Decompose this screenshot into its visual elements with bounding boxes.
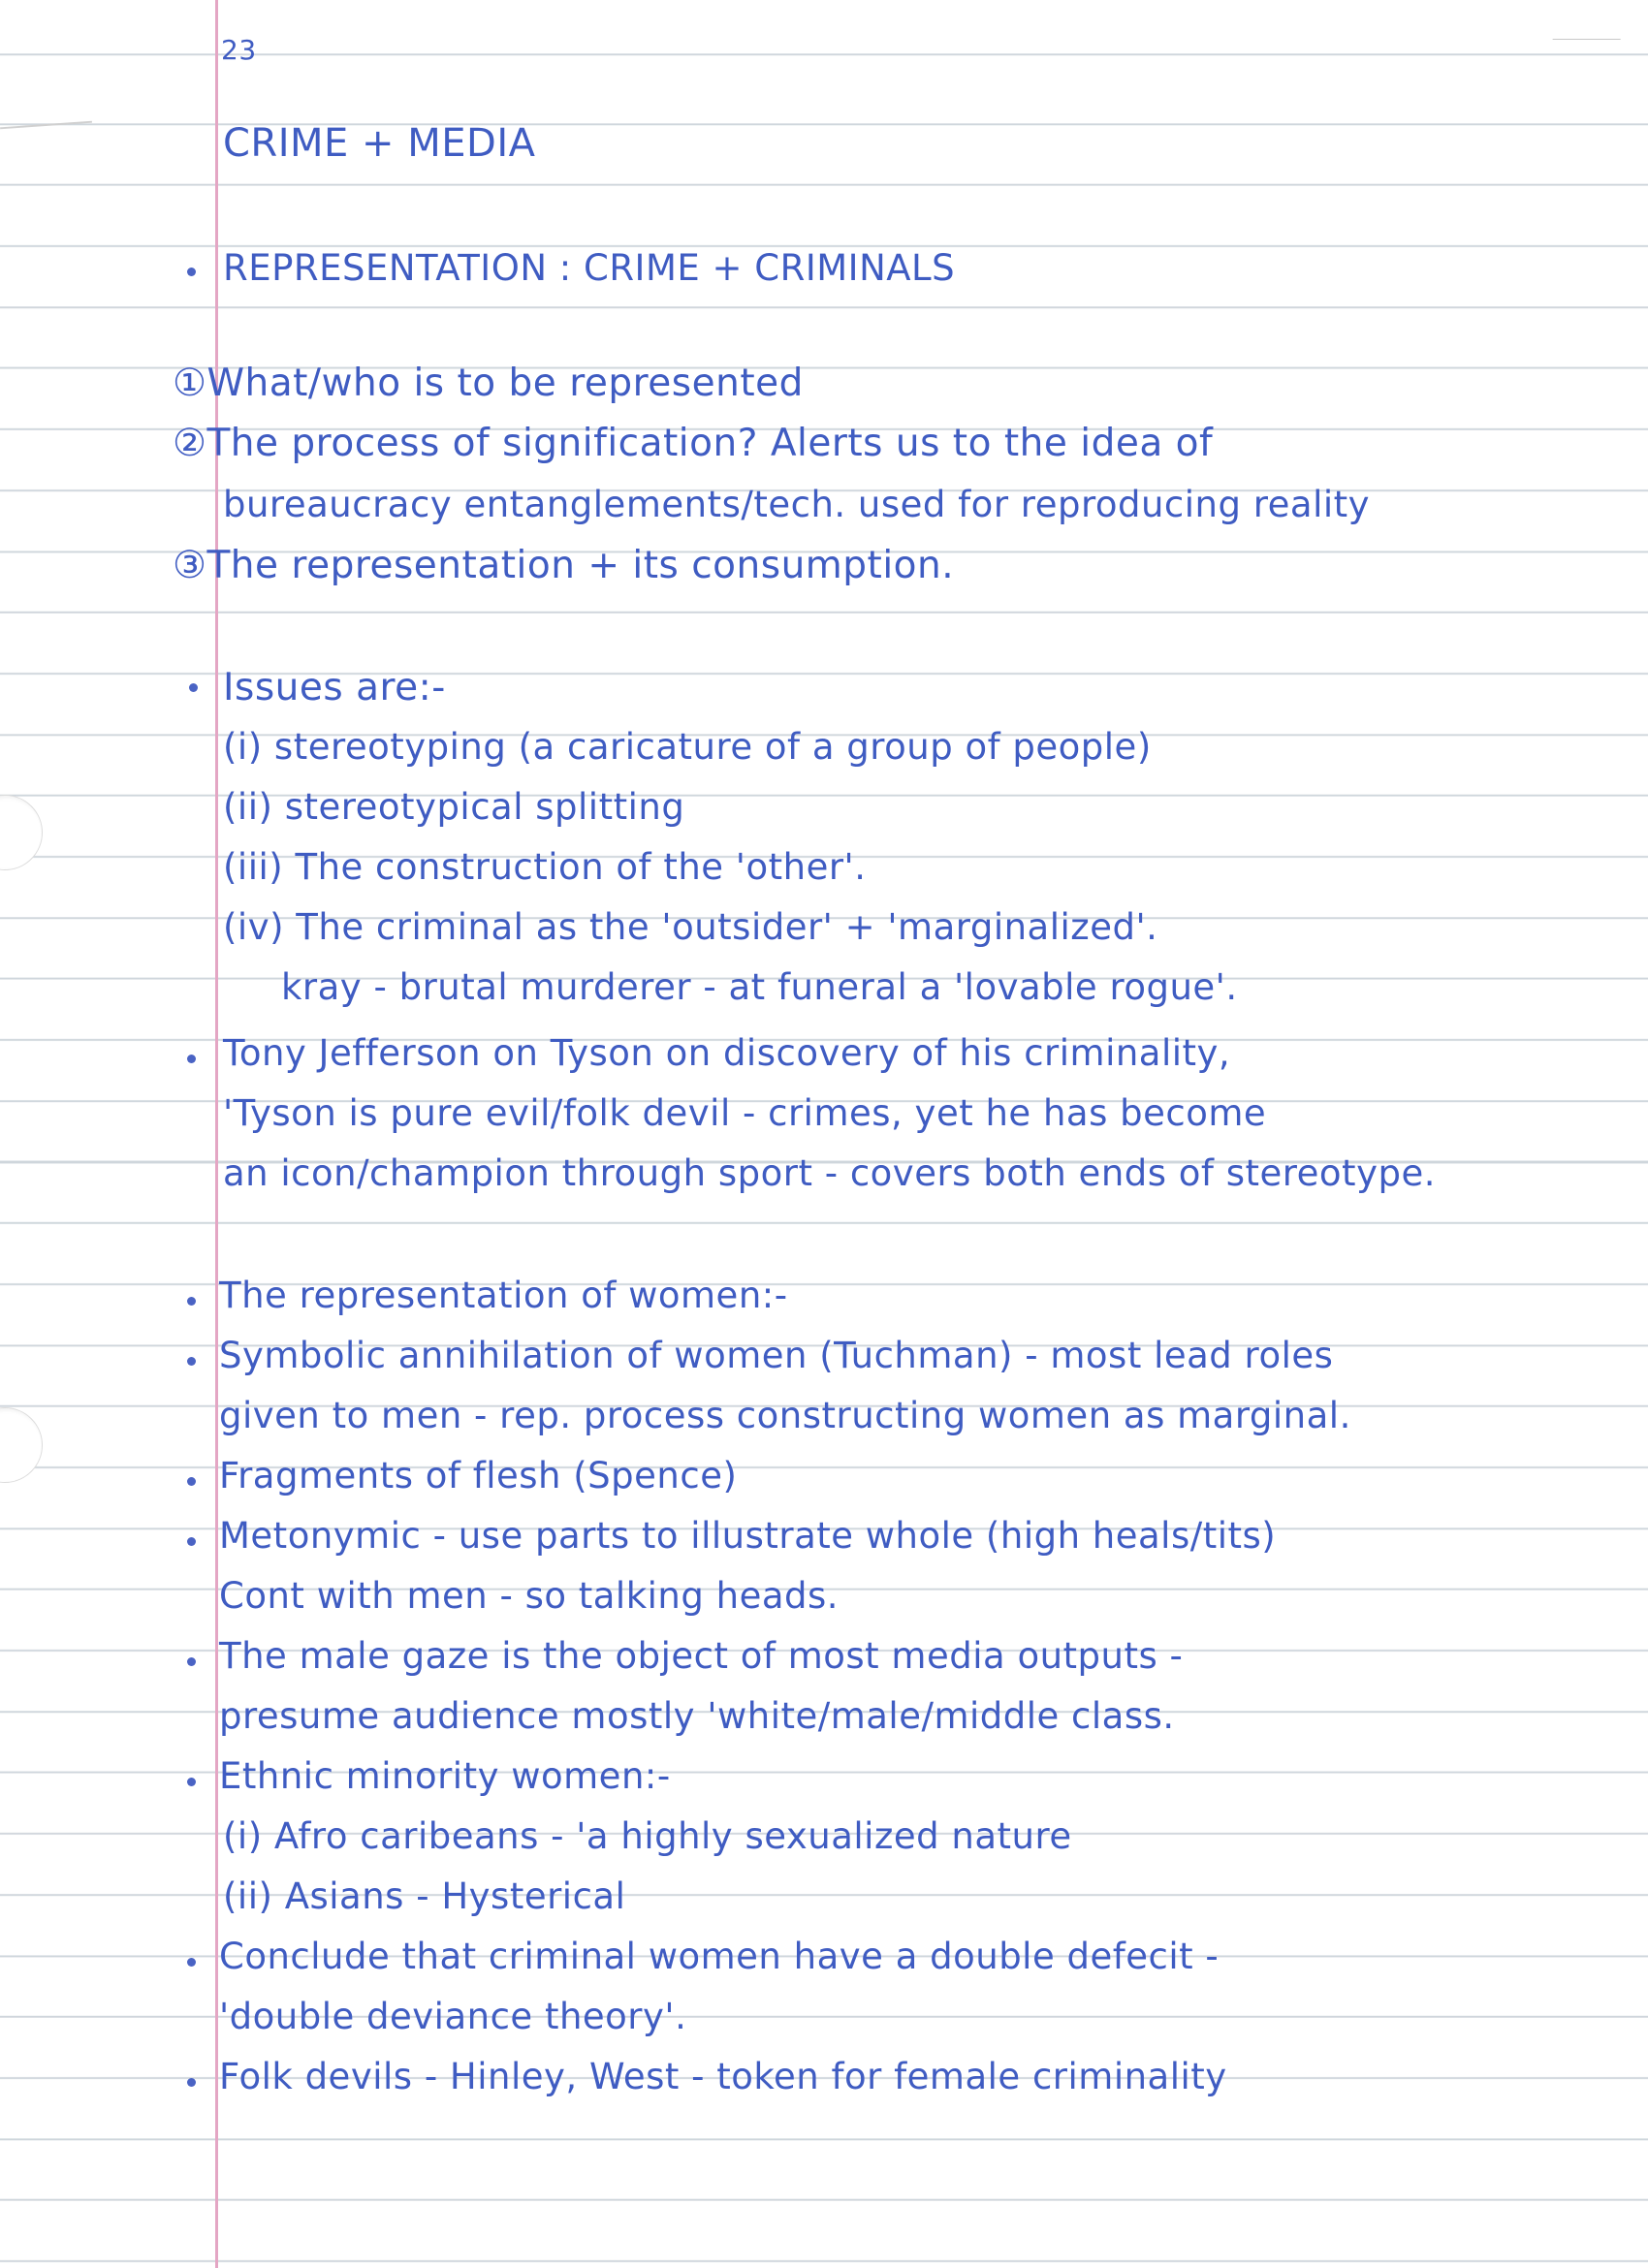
bullet-dot <box>187 268 196 276</box>
bullet-dot <box>187 1537 196 1546</box>
women-heading: The representation of women:- <box>219 1275 788 1316</box>
note-line: The male gaze is the object of most media outputs - <box>219 1635 1184 1677</box>
note-line: Tony Jefferson on Tyson on discovery of his criminality, <box>223 1032 1231 1074</box>
issue-item: (i) stereotyping (a caricature of a group of people) <box>223 726 1152 768</box>
issue-item: (iv) The criminal as the 'outsider' + 'marginalized'. <box>223 906 1158 948</box>
bullet-dot <box>187 1778 196 1786</box>
bullet-dot <box>187 2078 196 2087</box>
numbered-point: ③The representation + its consumption. <box>173 544 955 587</box>
note-item: (ii) Asians - Hysterical <box>223 1875 626 1917</box>
bullet-dot <box>187 1657 196 1666</box>
note-line: Cont with men - so talking heads. <box>219 1575 840 1617</box>
issue-item: (iii) The construction of the 'other'. <box>223 846 867 888</box>
punch-hole-upper <box>0 795 43 870</box>
note-line: Symbolic annihilation of women (Tuchman) - most lead roles <box>219 1335 1334 1376</box>
issues-heading: Issues are:- <box>223 666 446 709</box>
note-line: 'double deviance theory'. <box>219 1996 687 2037</box>
bullet-dot <box>187 1297 196 1306</box>
note-line: Folk devils - Hinley, West - token for female criminality <box>219 2056 1227 2097</box>
note-line: presume audience mostly 'white/male/middle class. <box>219 1695 1175 1737</box>
section-heading: REPRESENTATION : CRIME + CRIMINALS <box>223 247 956 289</box>
note-line: given to men - rep. process constructing women as marginal. <box>219 1395 1351 1436</box>
page-number: 23 <box>221 34 257 66</box>
margin-line <box>215 0 218 2268</box>
page-title: CRIME + MEDIA <box>223 121 536 166</box>
bullet-dot <box>187 1958 196 1967</box>
edge-mark <box>0 121 92 130</box>
note-line: Fragments of flesh (Spence) <box>219 1455 738 1496</box>
note-line: Metonymic - use parts to illustrate whole (high heals/tits) <box>219 1515 1277 1557</box>
note-line: Ethnic minority women:- <box>219 1755 671 1797</box>
note-line: 'Tyson is pure evil/folk devil - crimes, yet he has become <box>223 1092 1267 1134</box>
punch-hole-lower <box>0 1407 43 1483</box>
numbered-point: ②The process of signification? Alerts us to the idea of <box>173 422 1214 465</box>
numbered-point: ①What/who is to be represented <box>173 362 804 405</box>
numbered-point-continued: bureaucracy entanglements/tech. used for reproducing reality <box>223 484 1371 525</box>
issue-item: (ii) stereotypical splitting <box>223 786 685 828</box>
note-line: an icon/champion through sport - covers both ends of stereotype. <box>223 1152 1436 1194</box>
note-item: (i) Afro caribeans - 'a highly sexualized nature <box>223 1815 1072 1857</box>
bullet-dot <box>187 1477 196 1486</box>
bullet-dot <box>187 1357 196 1366</box>
bullet-dot <box>189 683 198 692</box>
issue-example: kray - brutal murderer - at funeral a 'lovable rogue'. <box>281 966 1238 1008</box>
note-line: Conclude that criminal women have a double defecit - <box>219 1936 1220 1977</box>
corner-fold <box>1552 0 1648 40</box>
bullet-dot <box>187 1055 196 1063</box>
